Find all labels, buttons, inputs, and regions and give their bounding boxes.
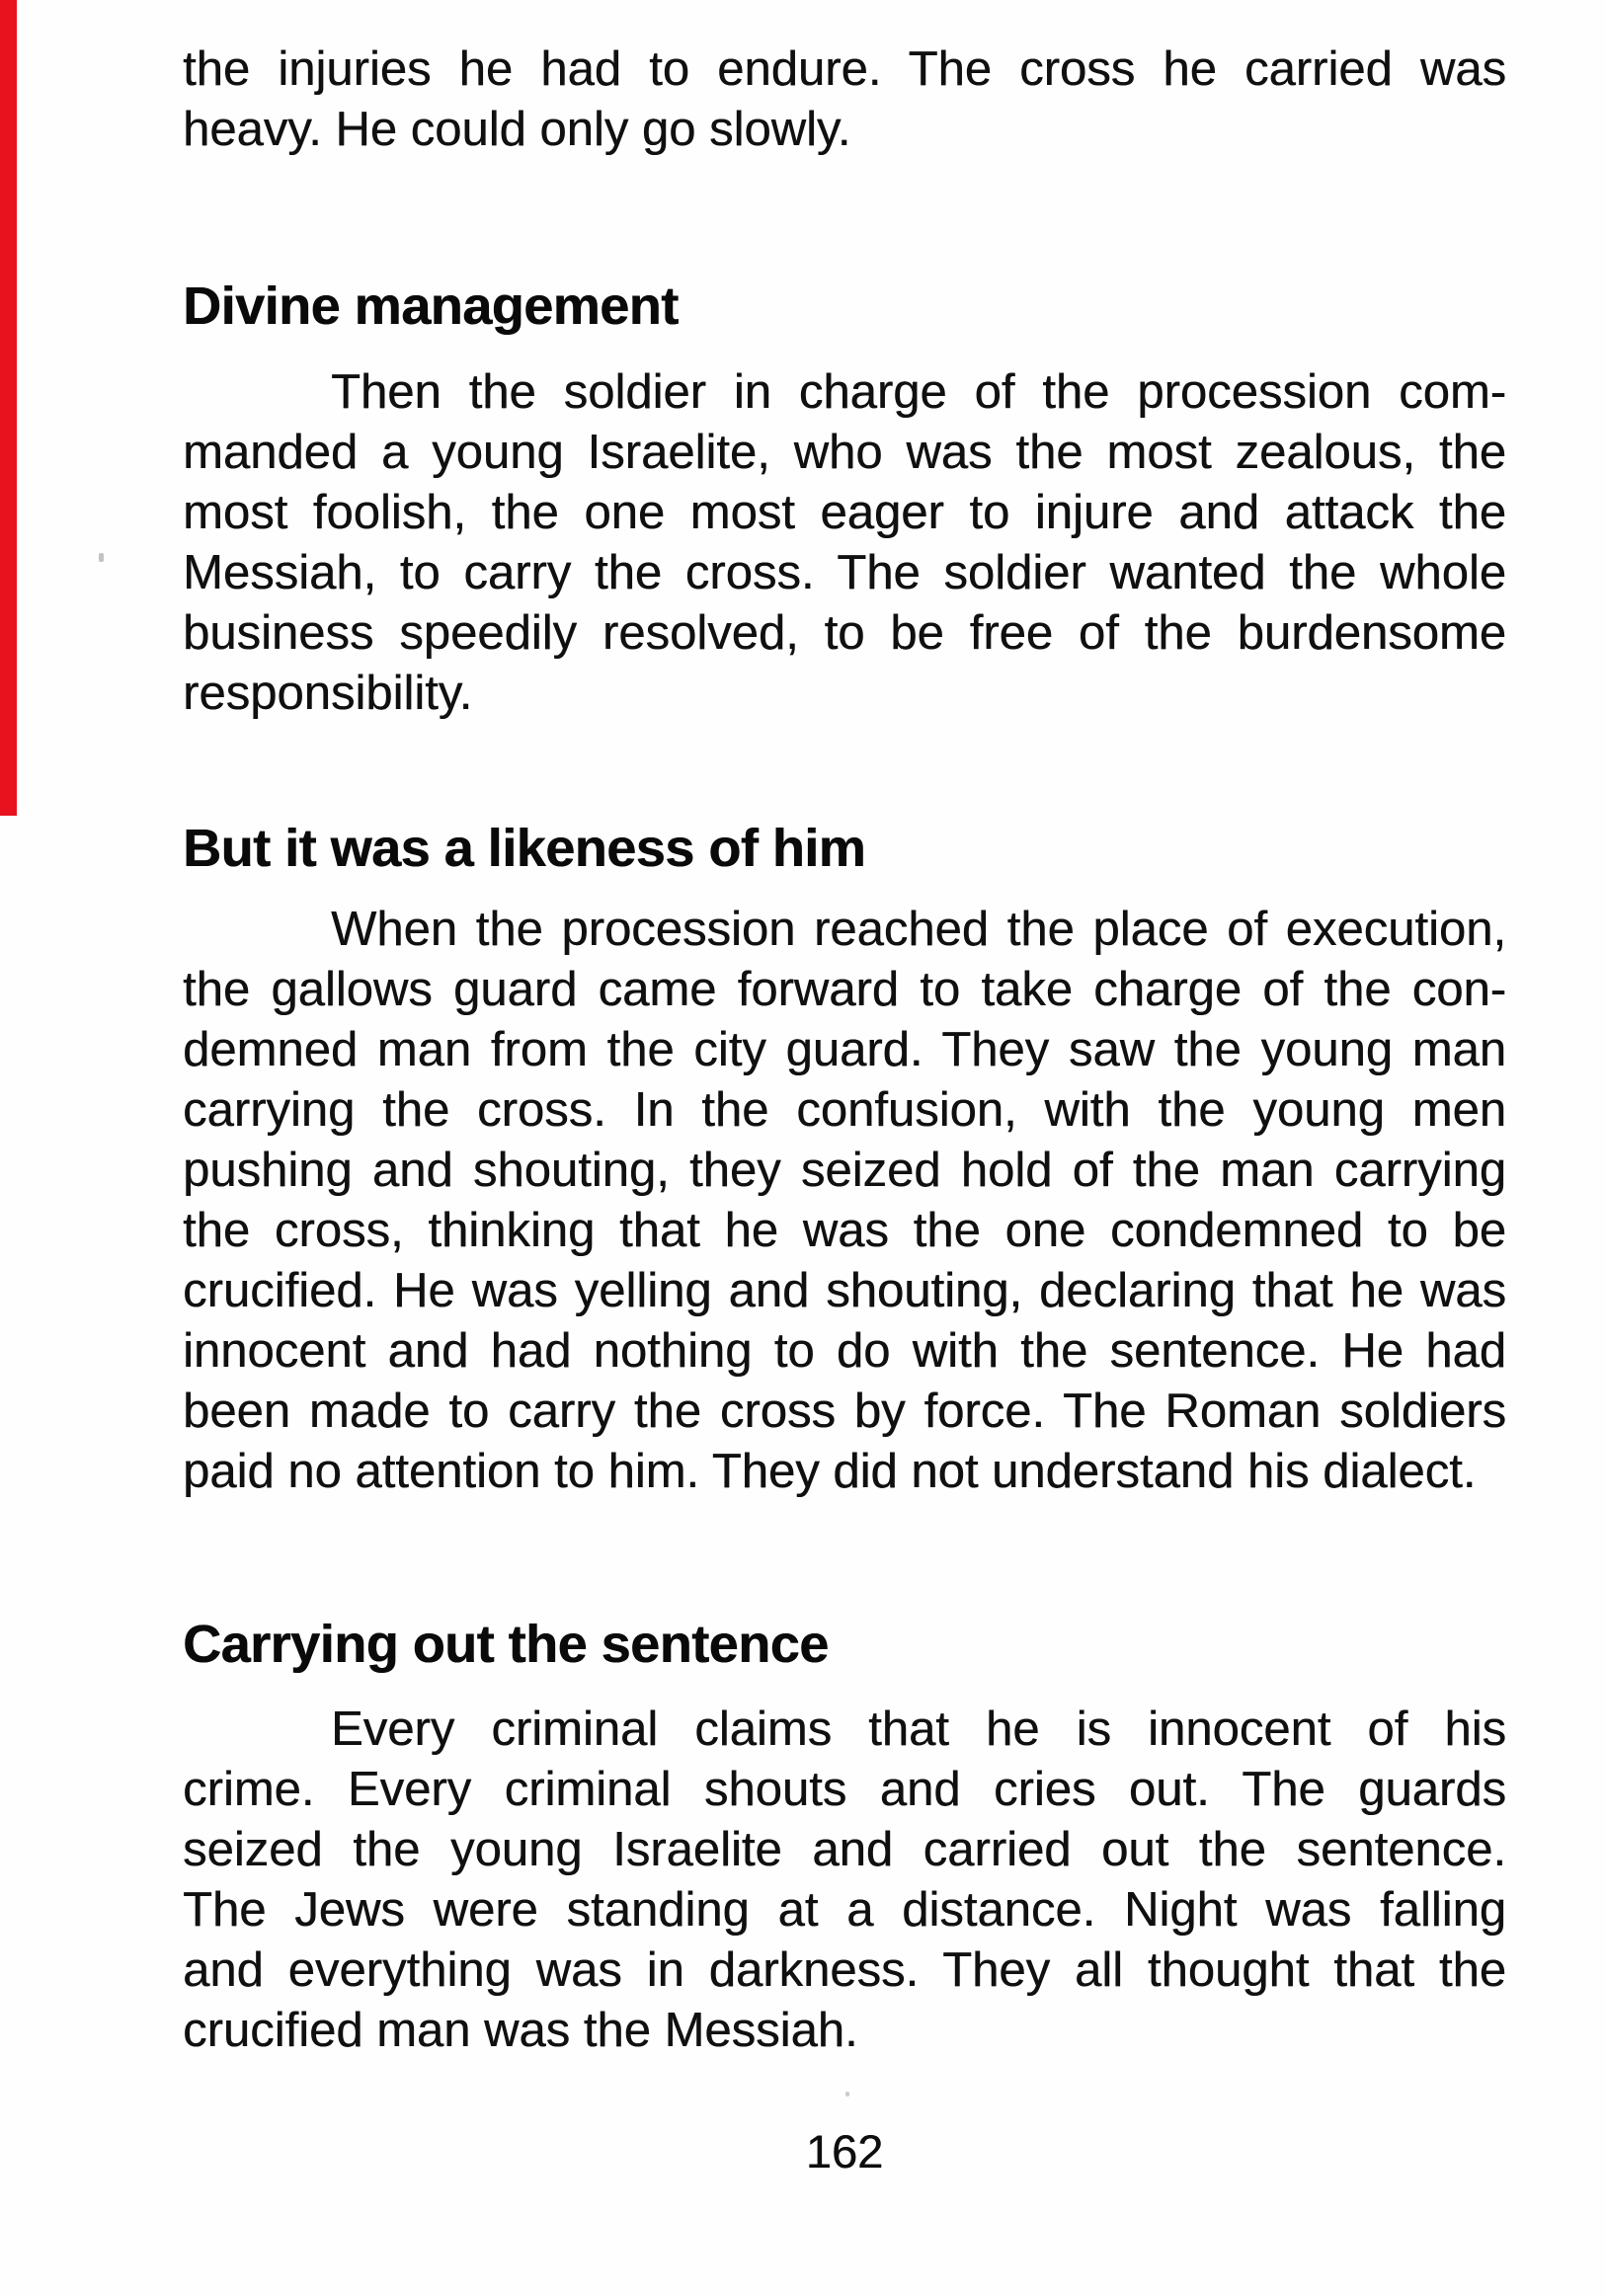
text-line: crucified man was the Messiah. — [183, 2004, 858, 2057]
para-carrying — [183, 1700, 1506, 2061]
text-line: crime. Every criminal shouts and cries out. The guards — [183, 1763, 1506, 1816]
text-line: innocent and had nothing to do with the sentence. He had — [183, 1324, 1506, 1378]
text-column — [183, 40, 1506, 2177]
text-line: the injuries he had to endure. The cross he carried was — [183, 42, 1506, 96]
text-line: manded a young Israelite, who was the most zealous, the — [183, 426, 1506, 479]
section-heading-likeness: But it was a likeness of him — [183, 819, 866, 878]
section-heading-divine: Divine management — [183, 277, 679, 336]
text-line: business speedily resolved, to be free of the burdensome — [183, 606, 1506, 660]
text-line: heavy. He could only go slowly. — [183, 103, 851, 156]
scan-speck — [99, 553, 104, 562]
section-heading-carrying: Carrying out the sentence — [183, 1615, 829, 1674]
text-line: Messiah, to carry the cross. The soldier wanted the whole — [183, 546, 1506, 599]
page-number: 162 — [805, 2125, 884, 2177]
text-line: most foolish, the one most eager to injure and attack the — [183, 486, 1506, 539]
text-line: paid no attention to him. They did not understand his dialect. — [183, 1445, 1477, 1498]
para-likeness — [183, 900, 1506, 1502]
text-line: pushing and shouting, they seized hold of the man carrying — [183, 1144, 1506, 1197]
text-line: carrying the cross. In the confusion, with the young men — [183, 1083, 1506, 1137]
text-line: the gallows guard came forward to take charge of the con- — [183, 963, 1506, 1016]
para-intro — [183, 40, 1506, 160]
para-divine — [183, 362, 1506, 724]
text-line: Then the soldier in charge of the procession com- — [331, 365, 1506, 419]
scan-edge-artifact — [0, 0, 17, 816]
text-line: demned man from the city guard. They saw the young man — [183, 1023, 1506, 1076]
text-line: and everything was in darkness. They all thought that the — [183, 1943, 1506, 1997]
text-line: When the procession reached the place of execution, — [331, 903, 1506, 956]
text-line: crucified. He was yelling and shouting, declaring that he was — [183, 1264, 1506, 1317]
text-line: been made to carry the cross by force. The Roman soldiers — [183, 1385, 1506, 1438]
text-line: Every criminal claims that he is innocent of his — [331, 1702, 1506, 1756]
text-line: The Jews were standing at a distance. Night was falling — [183, 1883, 1506, 1937]
text-line: the cross, thinking that he was the one condemned to be — [183, 1204, 1506, 1257]
text-line: seized the young Israelite and carried out the sentence. — [183, 1823, 1506, 1876]
text-line: responsibility. — [183, 667, 473, 720]
